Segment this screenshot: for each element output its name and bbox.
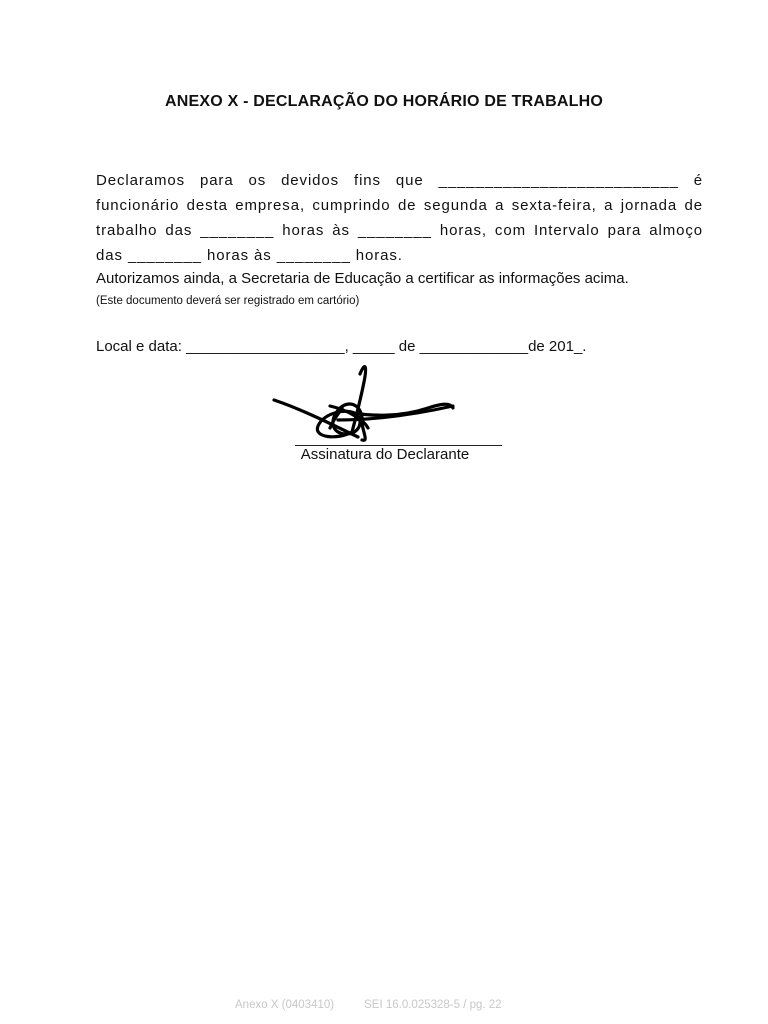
- page-footer: [235, 999, 502, 1011]
- paragraph-line-2: funcionário desta empresa, cumprindo de segunda a sexta-feira, a jornada de: [96, 197, 703, 214]
- authorization-text: Autorizamos ainda, a Secretaria de Educação a certificar as informações acima.: [96, 270, 629, 287]
- paragraph-line-4: das ________ horas às ________ horas.: [96, 247, 403, 264]
- declaration-paragraph: [96, 168, 703, 268]
- document-title: ANEXO X - DECLARAÇÃO DO HORÁRIO DE TRABALHO: [165, 93, 603, 110]
- handwritten-signature: [268, 362, 463, 447]
- footer-page-ref: SEI 16.0.025328-5 / pg. 22: [364, 999, 502, 1011]
- footer-doc-ref: Anexo X (0403410): [235, 999, 335, 1011]
- signature-label: Assinatura do Declarante: [300, 446, 470, 463]
- local-and-date-line: Local e data: ___________________, _____ de _____________de 201_.: [96, 338, 587, 355]
- registry-note: (Este documento deverá ser registrado em cartório): [96, 295, 360, 307]
- paragraph-line-1: Declaramos para os devidos fins que __________________________ é: [96, 172, 703, 189]
- paragraph-line-3: trabalho das ________ horas às ________ horas, com Intervalo para almoço: [96, 222, 703, 239]
